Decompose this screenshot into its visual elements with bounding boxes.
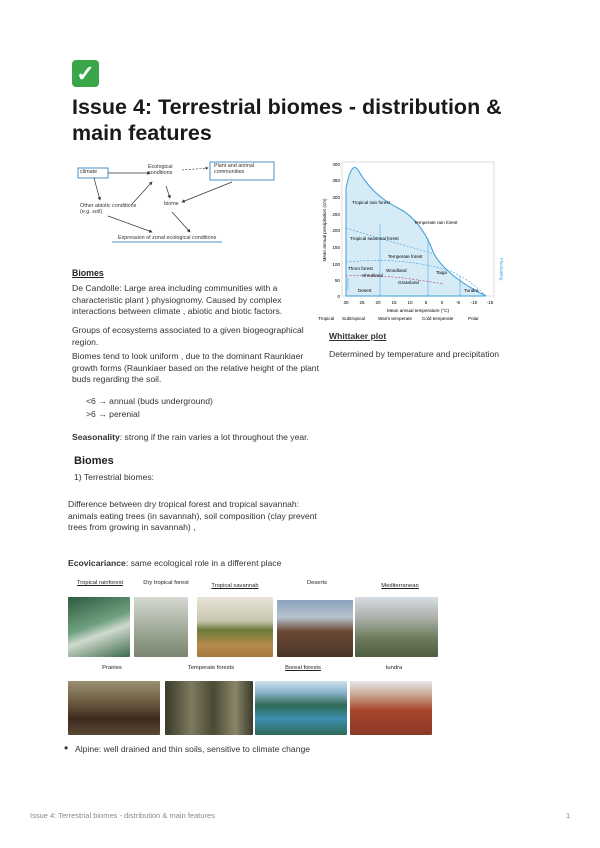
seasonality-line [72, 432, 332, 444]
ecovicariance-text: : same ecological role in a different place [125, 558, 282, 568]
photo-boreal-forests [255, 681, 347, 735]
region-label: Woodland [386, 268, 407, 273]
biomes-heading: Biomes [72, 268, 104, 278]
photo-tropical-rainforest [68, 597, 130, 657]
photo-deserts [277, 600, 353, 657]
region-label: Desert [358, 288, 372, 293]
whittaker-zone-labels [318, 316, 479, 321]
check-icon: ✓ [72, 60, 99, 87]
whittaker-x-ticks [343, 300, 493, 305]
y-tick-label: 0 [337, 294, 340, 299]
region-label: Tropical seasonal forest [350, 236, 399, 241]
y-tick-label: 300 [332, 195, 340, 200]
zone-label: Warm temperate [378, 316, 413, 321]
biomes-paragraph-3: Biomes tend to look uniform , due to the dominant Raunkiaer growth forms (Raunkiaer based on the relative height of the plant buds regarding the soil. [72, 351, 319, 385]
seasonality-label: Seasonality [72, 432, 120, 442]
photo-mediterranean [355, 597, 438, 657]
zone-label: Polar [468, 316, 479, 321]
region-label: Temperate rain forest [414, 220, 458, 225]
y-tick-label: 50 [334, 278, 340, 283]
seasonality-text: : strong if the rain varies a lot throughout the year. [119, 432, 309, 442]
diagram-other-factors: Other abiotic conditions (e.g. soil) [80, 203, 137, 216]
y-axis-label: Mean annual precipitation (cm) [322, 198, 327, 262]
region-label: Thorn forest [348, 266, 373, 271]
whittaker-text: Determined by temperature and precipitation [329, 349, 500, 359]
x-tick-label: 0 [440, 300, 444, 305]
photo-label: Tropical rainforest [76, 580, 124, 586]
photo-tundra [350, 681, 432, 735]
region-label: Shrubland [362, 273, 383, 278]
ecovicariance-label: Ecovicariance [68, 558, 126, 568]
fluctuating-note: Fluctuating [499, 258, 504, 281]
x-tick-label: -5 [455, 300, 461, 305]
photo-label: Temperate forests [187, 665, 235, 671]
y-tick-label: 150 [332, 245, 340, 250]
x-tick-label: 30 [343, 300, 349, 305]
alpine-text: Alpine: well drained and thin soils, sensitive to climate change [75, 744, 311, 754]
bullet-dot: • [64, 741, 69, 755]
raunkiaer-bullet-1: <6 → annual (buds underground) [86, 396, 213, 406]
region-label: Temperate forest [388, 254, 423, 259]
y-tick-label: 350 [332, 178, 340, 183]
diagram-expression: Expression of zonal ecological conditions [118, 235, 217, 241]
page-number: 1 [566, 811, 571, 820]
whittaker-plot [318, 158, 506, 326]
x-tick-label: 10 [407, 300, 413, 305]
biomes-paragraph-2: Groups of ecosystems associated to a given biogeographical region. [72, 325, 304, 347]
photo-tropical-savannah [197, 597, 273, 657]
terrestrial-biomes-item: 1) Terrestrial biomes: [74, 472, 155, 482]
diagram-ecological-conditions: Ecological conditions [148, 164, 173, 177]
y-tick-label: 200 [332, 228, 340, 233]
raunkiaer-bullet-2: >6 → perenial [86, 409, 140, 419]
diagram-plant-animal: Plant and animal communities [214, 163, 255, 176]
photo-label: Boreal forests [285, 665, 321, 671]
photo-temperate-forests [165, 681, 253, 735]
biomes-paragraph-1: De Candolle: Large area including communities with a characteristic plant ) physiognomy. Caused by complex interactions between climate , abiotic and biotic factors. [72, 283, 283, 317]
x-tick-label: 25 [359, 300, 365, 305]
region-label: Tundra [464, 288, 479, 293]
difference-text: Difference between dry tropical forest and tropical savannah: animals eating trees (in savannah), soil composition (clay prevent trees from growing in savannah) , [68, 499, 317, 533]
x-tick-label: -15 [486, 300, 494, 305]
y-tick-label: 100 [332, 262, 340, 267]
x-tick-label: 15 [391, 300, 397, 305]
photo-label: Deserts [307, 580, 327, 586]
ecovicariance-line [68, 558, 368, 570]
region-label: Tropical rain forest [352, 200, 390, 205]
diagram-biome: biome [164, 201, 179, 207]
photo-label: Tropical savannah [211, 583, 259, 589]
photo-prairies [68, 681, 160, 735]
footer-title: Issue 4: Terrestrial biomes - distribution & main features [30, 811, 215, 820]
photo-dry-tropical-forest [134, 597, 188, 657]
photo-label: Dry tropical forest [143, 580, 189, 586]
x-axis-label: Mean annual temperature (°C) [386, 308, 450, 313]
zone-label: Subtropical [342, 316, 365, 321]
whittaker-y-ticks [332, 162, 340, 299]
x-tick-label: 5 [424, 300, 428, 305]
zone-label: Tropical [318, 316, 335, 321]
section2-heading: Biomes [74, 455, 114, 467]
photo-label: Mediterranean [381, 583, 419, 589]
whittaker-heading: Whittaker plot [329, 331, 387, 341]
photo-label: Prairies [102, 665, 122, 671]
x-tick-label: 20 [375, 300, 381, 305]
y-tick-label: 250 [332, 212, 340, 217]
y-tick-label: 400 [332, 162, 340, 167]
zone-label: Cold temperate [422, 316, 454, 321]
diagram-climate: climate [80, 169, 98, 175]
page-title: Issue 4: Terrestrial biomes - distribution & main features [72, 95, 502, 145]
x-tick-label: -10 [470, 300, 478, 305]
region-label: Taiga [436, 270, 447, 275]
region-label: Grassland [398, 280, 419, 285]
photo-label: tundra [385, 665, 403, 671]
